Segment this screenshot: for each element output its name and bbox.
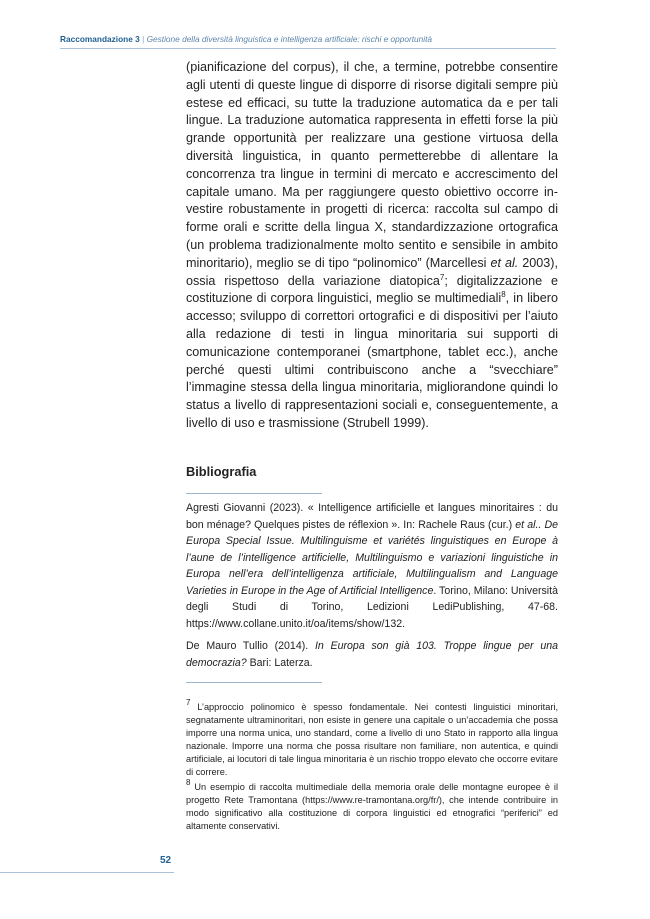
header-subtitle: Gestione della diversità linguistica e intelligenza artificiale: rischi e opportunità — [146, 34, 433, 44]
entry-1-publication: et al.. De Europa Special Issue. Multilinguisme et variétés linguistiques en Europe à l’aune de l’intelligence artificielle, Multilinguismo e variazioni linguistiche in Europa nell’era dell’intelligenza artificiale, Multilingualism and Language Varieties in Europe in the Age of Artificial Intelligence — [186, 518, 558, 597]
header-divider — [60, 48, 556, 49]
bibliography-heading: Bibliografia — [186, 464, 257, 479]
entry-1-details: . Torino, Milano: Università degli Studi di Torino, Ledizioni LediPublishing, 47-68. https://www.collane.unito.it/oa/items/show/132. — [186, 584, 558, 630]
entry-1-author-title: Agresti Giovanni (2023). « Intelligence artificielle et langues minoritaires : du bon ménage? Quelques pistes de réflexion ». In: Rachele Raus (cur.) — [186, 502, 558, 531]
bibliography-list — [186, 500, 558, 677]
footnote-8-text: Un esempio di raccolta multimediale della memoria orale delle montagne europee è il progetto Rete Tramontana (https://www.re-tramontana.org/fr/), che intende contribuire in modo significativo alla costituzione di corpora linguistici ed etnografici “periferici” ed altamente conservativi. — [186, 782, 558, 831]
page-number: 52 — [160, 855, 172, 866]
footnote-7-text: L’approccio polinomico è spesso fondamentale. Nei contesti linguistici minoritari, segnatamente ultraminoritari, non esiste in genere una capitale o un’accademia che possa imporre una norma unica, uno standard, come a livello di uno Stato in rapporto alla lingua nazionale. Imporre una norma che possa risultare non familiare, non autentica, e quindi artificiale, ai locutori di tale lingua minoritaria è un rischio troppo elevato che occorre evitare di correre. — [186, 702, 558, 777]
footnote-8 — [186, 778, 558, 833]
body-text-1: (pianificazione del corpus), il che, a termine, potrebbe consentire agli utenti di queste lingue di disporre di risorse digitali sempre più estese ed efficaci, su tutte la traduzione automatica da e per tali lingue. La traduzione automatica rappresenta in effetti forse la più grande opportunità per realizzare una gestione virtuosa della diversità linguistica, in quanto permetterebbe di allentare la concorrenza tra lingue in termini di mercato e accrescimento del capitale umano. Ma per raggiungere questo obiettivo occorre investire robustamente in progetti di ricerca: raccolta sul campo di forme orali e scritte della lingua X, standardizzazione ortografica (un problema tradizionalmente molto sentito e sensibile in ambito minoritario), meglio se di tipo “polinomico” (Marcellesi — [186, 60, 558, 270]
entry-2-author: De Mauro Tullio (2014). — [186, 640, 315, 652]
body-etal: et al. — [490, 255, 519, 270]
header-section: Raccomandazione 3 — [60, 34, 140, 44]
running-header — [60, 34, 530, 45]
entry-2-title: In Europa son già 103. Troppe lingue per una democrazia? — [186, 640, 558, 669]
footnote-ref-7[interactable]: 7 — [439, 272, 445, 282]
footer-divider — [0, 872, 174, 873]
body-text-4: , in libero accesso; sviluppo di correttori ortografici e di dispositivi per l’aiuto alla redazione di testi in lingua minoritaria sui supporti di comunicazione contemporanei (smartphone, tablet ecc.), anche perché questi ultimi contribuiscono anche a “svecchiare” l’immagine stessa della lingua minoritaria, migliorandone quindi lo status a livello di rappresentazioni sociali e, conseguentemente, a livello di uso e trasmissione (Strubell 1999). — [186, 291, 558, 430]
body-text-3: ; digitalizzazione e costituzione di corpora linguistici, meglio se multimediali — [186, 273, 558, 306]
footnote-ref-8[interactable]: 8 — [501, 290, 506, 300]
body-text-2: 2003), ossia rispettoso della variazione diatopica — [186, 255, 558, 288]
header-separator: | — [142, 34, 145, 44]
bibliography-entry — [186, 638, 558, 671]
footnote-8-marker: 8 — [186, 778, 191, 787]
entry-2-publisher: Bari: Laterza. — [246, 656, 313, 669]
footnotes — [186, 698, 558, 835]
bibliography-divider — [186, 493, 322, 494]
bibliography-entry — [186, 500, 558, 632]
footnote-7 — [186, 698, 558, 779]
footnotes-divider — [186, 682, 322, 683]
footnote-7-marker: 7 — [186, 698, 191, 707]
body-paragraph — [186, 59, 558, 433]
